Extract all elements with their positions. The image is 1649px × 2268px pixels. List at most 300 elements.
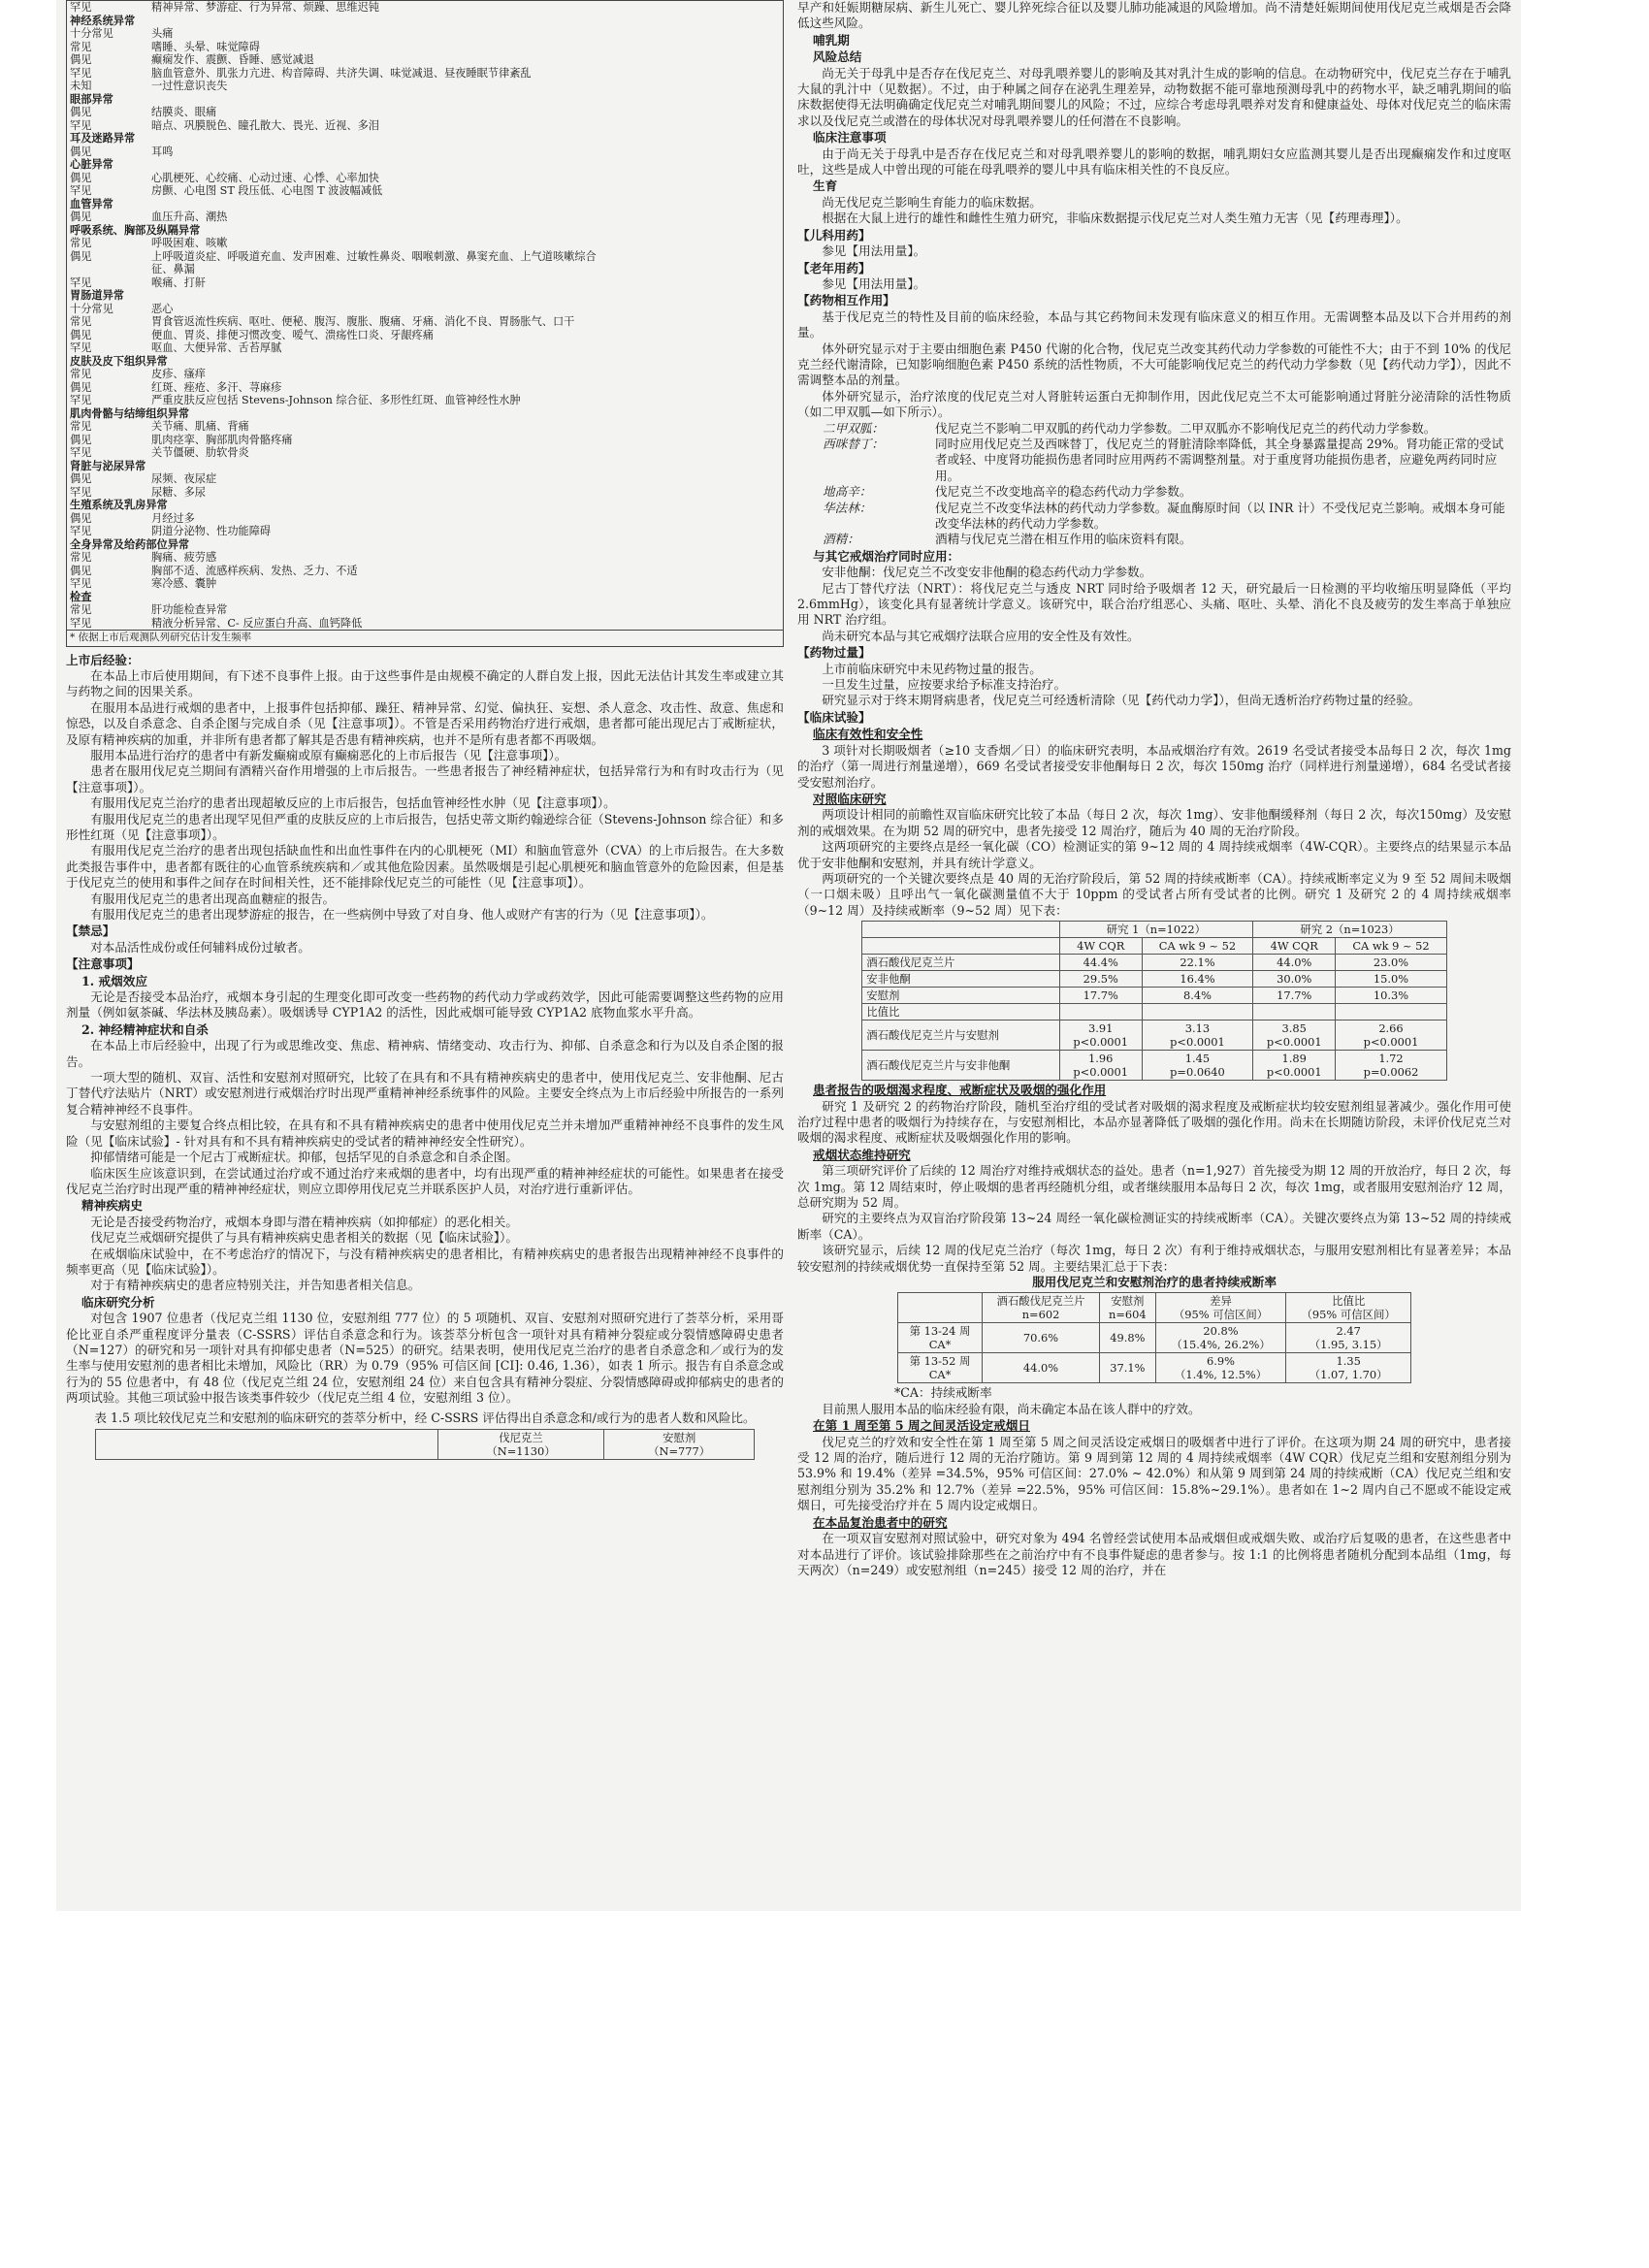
row-label: 酒石酸伐尼克兰片与安慰剂 (862, 1021, 1059, 1051)
drug-name: 酒精： (823, 532, 859, 547)
event-cell: 血压升高、潮热 (151, 211, 228, 223)
cell-text: 酒石酸伐尼克兰片 (996, 1294, 1085, 1309)
table-row (67, 41, 783, 54)
paragraph: 尚无关于母乳中是否存在伐尼克兰、对母乳喂养婴儿的影响及其对乳汁生成的影响的信息。在动物研究中，伐尼克兰存在于哺乳大鼠的乳汁中（见数据）。不过，由于种属之间存在泌乳生理差异，动物数据不能可靠地预测母乳中的药物水平，缺乏哺乳期间的临床数据使得无法明确确定伐尼克兰对哺乳期间婴儿的风险；不过，应综合考虑母乳喂养对发育和健康益处、母体对伐尼克兰的临床需求以及伐尼克兰或潜在的母体状况对母乳喂养婴儿的任何潜在不良影响。 (797, 65, 1511, 128)
drug-name: 二甲双胍： (823, 420, 884, 436)
cell-value: 3.91 (1088, 1021, 1114, 1036)
cell-text: CA* (928, 1338, 952, 1352)
table3-h3 (1155, 1293, 1286, 1323)
cell-text: n=604 (1109, 1308, 1147, 1322)
table-row (67, 617, 783, 631)
row-label: 酒石酸伐尼克兰片与安非他酮 (862, 1051, 1059, 1081)
paragraph: 在戒烟临床试验中，在不考虑治疗的情况下，与没有精神疾病史的患者相比，有精神疾病史的患者报告出现精神神经不良事件的频率更高（见【临床试验】）。 (66, 1246, 784, 1277)
table-row (67, 211, 783, 224)
event-cell: 肝功能检查异常 (151, 603, 228, 616)
left-column (66, 0, 784, 1903)
event-cell: 严重皮肤反应包括 Stevens-Johnson 综合征、多形性红斑、血管神经性水肿 (151, 394, 521, 406)
paragraph: 这两项研究的主要终点是经一氧化碳（CO）检测证实的第 9~12 周的 4 周持续戒烟率（4W-CQR）。主要终点的结果显示本品优于安非他酮和安慰剂，并具有统计学意义。 (797, 839, 1511, 870)
cell-value: 1.89 (1281, 1052, 1307, 1066)
event-cell: 征、鼻漏 (151, 263, 195, 275)
cell-text: 第 13-24 周 (909, 1324, 971, 1339)
table-row (898, 1323, 1411, 1353)
cell: 8.4% (1142, 988, 1252, 1004)
cell-value: 1.96 (1088, 1052, 1114, 1066)
table2-study2: 研究 2（n=1023） (1253, 922, 1447, 938)
table-row (67, 420, 783, 434)
interaction-list (797, 421, 1511, 548)
event-cell: 脑血管意外、肌张力亢进、构音障碍、共济失调、味觉减退、昼夜睡眠节律紊乱 (151, 66, 532, 80)
event-cell: 关节痛、肌痛、背痛 (151, 420, 249, 433)
paragraph: 有服用伐尼克兰治疗的患者出现超敏反应的上市后报告，包括血管神经性水肿（见【注意事项】）。 (90, 795, 616, 811)
cell-pvalue: p<0.0001 (1073, 1035, 1129, 1050)
event-cell: 肌肉痉挛、胸部肌肉骨骼疼痛 (151, 433, 293, 446)
paragraph: 体外研究显示，治疗浓度的伐尼克兰对人肾脏转运蛋白无抑制作用，因此伐尼克兰不太可能影响通过肾脏分泌清除的活性物质（如二甲双胍—如下所示）。 (797, 388, 1511, 420)
paragraph: 3 项针对长期吸烟者（≥10 支香烟／日）的临床研究表明，本品戒烟治疗有效。2619 名受试者接受本品每日 2 次，每次 1mg 的治疗（第一周进行剂量递增），669 名受试者接受安非他酮每日 2 次，每次 150mg 治疗（同样进行剂量递增），684 名受试者接受安慰剂治疗。 (797, 742, 1511, 790)
table-row (862, 1021, 1447, 1051)
table-row (67, 577, 783, 591)
event-cell: 喉痛、打鼾 (151, 275, 206, 289)
drug-name: 地高辛： (823, 484, 872, 500)
table-row (67, 565, 783, 578)
organ-system-heading: 耳及迷路异常 (70, 131, 136, 145)
cell (1286, 1323, 1411, 1353)
table1 (95, 1429, 756, 1460)
table-row (67, 303, 783, 316)
paragraph: 早产和妊娠期糖尿病、新生儿死亡、婴儿猝死综合征以及婴儿肺功能减退的风险增加。尚不清楚妊娠期间使用伐尼克兰戒烟是否会降低这些风险。 (797, 0, 1511, 31)
cell-text: （N=777） (648, 1444, 711, 1458)
table-row (67, 551, 783, 565)
cell-text: CA* (928, 1368, 952, 1382)
table-footnote: * 依据上市后观测队列研究估计发生频率 (67, 630, 783, 646)
table-row (67, 341, 783, 355)
paragraph: 体外研究显示对于主要由细胞色素 P450 代谢的化合物，伐尼克兰改变其药代动力学参数的可能性不大；由于不到 10% 的伐尼克兰经代谢清除，已知影响细胞色素 P450 系统的活性物质，不大可能影响伐尼克兰的药代动力学参数（见【药代动力学】），因此不需调整本品的剂量。 (797, 340, 1511, 388)
paragraph: 一项大型的随机、双盲、活性和安慰剂对照研究，比较了在具有和不具有精神疾病史的患者中，使用伐尼克兰、安非他酮、尼古丁替代疗法贴片（NRT）或安慰剂进行戒烟治疗时出现严重精神神经系统事件的风险。主要安全终点为上市后经验中所报告的一系列复合精神神经不良事件。 (66, 1070, 784, 1117)
interaction-item (797, 484, 1511, 500)
table-row (67, 472, 783, 486)
paragraph: 基于伐尼克兰的特性及目前的临床经验，本品与其它药物间未发现有临床意义的相互作用。无需调整本品及以下合并用药的剂量。 (797, 308, 1511, 340)
table-row (67, 146, 783, 159)
cell: 44.0% (1253, 955, 1336, 971)
adverse-event-table (66, 0, 784, 647)
subheading: 临床注意事项 (813, 130, 887, 146)
frequency-cell: 偶见 (70, 171, 92, 184)
subheading-risk: 风险总结 (813, 49, 862, 65)
paragraph: 临床医生应该意识到，在尝试通过治疗或不通过治疗来戒烟的患者中，均有出现严重的精神神经症状的可能性。如果患者在接受伐尼克兰治疗时出现严重的精神神经症状，则应立即停用伐尼克兰并联系医护人员，对治疗进行重新评估。 (66, 1165, 784, 1196)
drug-name: 华法林： (823, 500, 872, 515)
interaction-item (797, 437, 1511, 484)
table2-h-4w: 4W CQR (1059, 938, 1142, 955)
frequency-cell: 常见 (70, 237, 92, 249)
paragraph: 尚无伐尼克兰影响生育能力的临床数据。 (822, 194, 1042, 210)
event-cell: 房颤、心电图 ST 段压低、心电图 T 波波幅减低 (151, 184, 383, 197)
cell-text: 安慰剂 (663, 1431, 696, 1444)
table2-h-ca: CA wk 9 ~ 52 (1142, 938, 1252, 955)
event-cell: 胸痛、疲劳感 (151, 551, 217, 564)
subheading: 与其它戒烟治疗同时应用： (813, 548, 960, 564)
interaction-item (797, 532, 1511, 547)
event-cell: 癫痫发作、震颤、昏睡、感觉减退 (151, 53, 314, 66)
table1-caption: 表 1.5 项比较伐尼克兰和安慰剂的临床研究的荟萃分析中，经 C-SSRS 评估得出自杀意念和/或行为的患者人数和风险比。 (94, 1409, 756, 1425)
cell-pvalue: p<0.0001 (1363, 1035, 1419, 1050)
frequency-cell (70, 263, 151, 276)
frequency-cell: 罕见 (70, 446, 92, 459)
event-cell: 精液分析异常、C- 反应蛋白升高、血钙降低 (151, 616, 363, 630)
table3-empty (898, 1293, 983, 1323)
frequency-cell: 常见 (70, 420, 92, 433)
table-row (862, 1004, 1447, 1021)
subheading: 患者报告的吸烟渴求程度、戒断症状及吸烟的强化作用 (813, 1083, 1107, 1098)
event-cell: 呼吸困难、咳嗽 (151, 237, 228, 249)
frequency-cell: 偶见 (70, 564, 92, 577)
row-label: 酒石酸伐尼克兰片 (862, 955, 1059, 971)
event-cell: 恶心 (151, 302, 174, 315)
frequency-cell: 未知 (70, 80, 92, 92)
paragraph: 患者在服用伐尼克兰期间有酒精兴奋作用增强的上市后报告。一些患者报告了神经精神症状，包括异常行为和有时攻击行为（见【注意事项】）。 (66, 763, 784, 794)
cell-text: 安慰剂 (1111, 1294, 1145, 1309)
cell-text: 差异 (1210, 1294, 1232, 1309)
frequency-cell: 罕见 (70, 184, 92, 197)
table-row (67, 1, 783, 15)
event-cell: 便血、胃炎、排便习惯改变、嗳气、溃疡性口炎、牙龈疼痛 (151, 328, 434, 341)
paragraph: 该研究显示，后续 12 周的伐尼克兰治疗（每次 1mg，每日 2 次）有利于维持戒烟状态，与服用安慰剂相比有显著差异；本品较安慰剂的持续戒烟优势一直保持至第 52 周。主要结果汇总于下表： (797, 1243, 1511, 1274)
table-row (67, 603, 783, 617)
paragraph: 一旦发生过量，应按要求给予标准支持治疗。 (822, 677, 1067, 693)
cell: 29.5% (1059, 971, 1142, 988)
cell: 23.0% (1336, 955, 1446, 971)
cell (1253, 1051, 1336, 1081)
paragraph: 抑郁情绪可能是一个尼古丁戒断症状。抑郁，包括罕见的自杀意念和自杀企图。 (90, 1150, 518, 1165)
frequency-cell: 偶见 (70, 211, 92, 223)
right-text (797, 0, 1511, 1578)
cell (1059, 1004, 1142, 1021)
table-row (67, 106, 783, 119)
frequency-cell: 罕见 (70, 577, 92, 590)
paragraph: 两项设计相同的前瞻性双盲临床研究比较了本品（每日 2 次，每次 1mg）、安非他酮缓释剂（每日 2 次，每次150mg）及安慰剂的戒烟效果。在为期 52 周的研究中，患者先接受 12 周治疗，随后为 40 周的无治疗阶段。 (797, 807, 1511, 838)
interaction-text: 伐尼克兰不影响二甲双胍的药代动力学参数。二甲双胍亦不影响伐尼克兰的药代动力学参数。 (935, 420, 1437, 436)
cell (1142, 1004, 1252, 1021)
event-cell: 关节僵硬、肋软骨炎 (151, 446, 249, 459)
paragraph: 研究 1 及研究 2 的药物治疗阶段，随机至治疗组的受试者对吸烟的渴求程度及戒断症状均较安慰剂组显著减少。强化作用可使治疗过程中患者的吸烟行为持续存在，与安慰剂相比，本品亦显著降低了吸烟的强化作用。尚未在长期随访阶段，未评价伐尼克兰对吸烟的渴求程度、戒断症状及吸烟强化作用的影响。 (797, 1098, 1511, 1146)
paragraph: 目前黑人服用本品的临床经验有限，尚未确定本品在该人群中的疗效。 (822, 1401, 1201, 1416)
paragraph: 对包含 1907 位患者（伐尼克兰组 1130 位，安慰剂组 777 位）的 5 项随机、双盲、安慰剂对照研究进行了荟萃分析，采用哥伦比亚自杀严重程度评分量表（C-SSRS）评估自杀意念和行为。该荟萃分析包含一项针对具有精神分裂症或分裂情感障碍史患者（N=127）的研究和另一项针对具有抑郁史患者（N=525）的研究。结果表明，使用伐尼克兰治疗的患者自杀意念和／或行为的发生率与使用安慰剂的患者相比未增加，风险比（RR）为 0.79（95% 可信区间 [CI]: 0.46, 1.36），如表 1 所示。报告有自杀意念或行为的 55 位患者中，有 48 位（伐尼克兰组 24 位，安慰剂组 24 位）来自包含具有精神分裂症、分裂情感障碍或抑郁病史的患者的两项试验。其他三项试验中报告该类事件较少（伐尼克兰组 4 位，安慰剂组 3 位）。 (66, 1311, 784, 1406)
paragraph: 有服用伐尼克兰的患者出现梦游症的报告，在一些病例中导致了对自身、他人或财产有害的行为（见【注意事项】）。 (90, 907, 714, 922)
frequency-cell: 十分常见 (70, 302, 113, 315)
paragraph: 在服用本品进行戒烟的患者中，上报事件包括抑郁、躁狂、精神异常、幻觉、偏执狂、妄想、杀人意念、攻击性、敌意、焦虑和惊恐，以及自杀意念、自杀企图与完成自杀（见【注意事项】）。不管是否采用药物治疗进行戒烟，患者都可能出现尼古丁戒断症状，及原有精神疾病的加重，并非所有患者都了解其是否患有精神疾病，也并不是所有患者都不再吸烟。 (66, 699, 784, 747)
organ-system-heading: 心脏异常 (70, 157, 113, 171)
row-label: 比值比 (862, 1004, 1059, 1021)
cell-text: （15.4%, 26.2%） (1171, 1338, 1271, 1352)
cell: 16.4% (1142, 971, 1252, 988)
cell-pvalue: p<0.0001 (1266, 1035, 1322, 1050)
paragraph: 服用本品进行治疗的患者中有新发癫痫或原有癫痫恶化的上市后报告（见【注意事项】）。 (90, 747, 567, 762)
cell (1155, 1323, 1286, 1353)
paragraph: 与安慰剂组的主要复合终点相比较，在具有和不具有精神疾病史的患者中使用伐尼克兰并未增加严重精神神经不良事件的发生风险（见【临床试验】- 针对具有和不具有精神疾病史的受试者的精神神经安全性研究）。 (66, 1118, 784, 1149)
frequency-cell: 偶见 (70, 106, 92, 118)
organ-system-heading: 肾脏与泌尿异常 (70, 458, 146, 472)
table-row (67, 119, 783, 133)
paragraph: 有服用伐尼克兰的患者出现高血糖症的报告。 (90, 891, 336, 906)
table2-h-ca: CA wk 9 ~ 52 (1336, 938, 1446, 955)
event-cell: 胸部不适、流感样疾病、发热、乏力、不适 (151, 564, 358, 577)
table3 (897, 1292, 1411, 1383)
subheading: 1. 戒烟效应 (81, 973, 147, 988)
table1-empty (95, 1430, 437, 1460)
interaction-text: 伐尼克兰不改变地高辛的稳态药代动力学参数。 (935, 484, 1192, 500)
frequency-cell: 罕见 (70, 275, 92, 289)
cell-text: （1.4%, 12.5%） (1174, 1368, 1268, 1382)
subheading: 2. 神经精神症状和自杀 (81, 1021, 209, 1037)
organ-system-heading: 神经系统异常 (70, 13, 136, 27)
cell-text: n=602 (1021, 1308, 1060, 1322)
paragraph: 在一项双盲安慰剂对照试验中，研究对象为 494 名曾经尝试使用本品戒烟但或戒烟失败、或治疗后复吸的患者，在这些患者中对本品进行了评价。该试验排除那些在之前治疗中有不良事件疑虑的患者参与。按 1:1 的比例将患者随机分配到本品组（1mg，每天两次）（n=249）或安慰剂组（n=245）接受 12 周的治疗，并在 (797, 1531, 1511, 1577)
cell (1142, 1051, 1252, 1081)
table-row (67, 172, 783, 185)
interaction-item (797, 421, 1511, 437)
left-text (66, 653, 784, 1461)
heading-contraindications: 【禁忌】 (66, 923, 115, 939)
cell: 15.0% (1336, 971, 1446, 988)
cell (1286, 1353, 1411, 1383)
table-row (67, 486, 783, 500)
cell: 22.1% (1142, 955, 1252, 971)
heading-geriatric: 【老年用药】 (797, 260, 871, 275)
frequency-cell: 罕见 (70, 394, 92, 406)
organ-system-heading: 眼部异常 (70, 91, 113, 106)
paragraph: 无论是否接受本品治疗，戒烟本身引起的生理变化即可改变一些药物的药代动力学或药效学，因此可能需要调整这些药物的应用剂量（例如氨茶碱、华法林及胰岛素）。吸烟诱导 CYP1A2 的活性，因此戒烟可能导致 CYP1A2 底物血浆水平升高。 (66, 989, 784, 1021)
cell: 10.3% (1336, 988, 1446, 1004)
subheading: 在第 1 周至第 5 周之间灵活设定戒烟日 (813, 1418, 1030, 1434)
cell-text: 6.9% (1207, 1354, 1235, 1369)
cell-pvalue: p=0.0640 (1170, 1065, 1225, 1080)
event-cell: 嗜睡、头晕、味觉障碍 (151, 40, 260, 53)
frequency-cell: 偶见 (70, 145, 92, 158)
cell (1142, 1021, 1252, 1051)
table3-h4 (1286, 1293, 1411, 1323)
event-cell: 胃食管返流性疾病、呕吐、便秘、腹泻、腹胀、腹痛、牙痛、消化不良、胃肠胀气、口干 (151, 315, 575, 328)
table3-h2 (1100, 1293, 1156, 1323)
paragraph: 有服用伐尼克兰的患者出现罕见但严重的皮肤反应的上市后报告，包括史蒂文斯约翰逊综合征（Stevens-Johnson 综合征）和多形性红斑（见【注意事项】）。 (66, 811, 784, 842)
table-row (67, 394, 783, 407)
subheading-lactation: 哺乳期 (813, 32, 850, 48)
table-row (67, 276, 783, 290)
table-row (862, 955, 1447, 971)
subheading: 临床研究分析 (81, 1294, 155, 1310)
cell: 44.4% (1059, 955, 1142, 971)
subheading: 在本品复治患者中的研究 (813, 1514, 948, 1530)
cell: 70.6% (982, 1323, 1099, 1353)
frequency-cell: 偶见 (70, 433, 92, 446)
table-row (67, 434, 783, 447)
table-row (67, 53, 783, 67)
table-row (67, 80, 783, 93)
paragraph: 根据在大鼠上进行的雄性和雌性生殖力研究，非临床数据提示伐尼克兰对人类生殖力无害（见【药理毒理】）。 (822, 211, 1408, 226)
row-label: 安慰剂 (862, 988, 1059, 1004)
organ-system-heading: 呼吸系统、胸部及纵隔异常 (70, 222, 201, 237)
table-row (862, 1051, 1447, 1081)
frequency-cell: 十分常见 (70, 27, 113, 40)
event-cell: 头痛 (151, 27, 174, 40)
table-row (67, 263, 783, 276)
frequency-cell: 常见 (70, 40, 92, 53)
cell (1336, 1004, 1446, 1021)
table2-empty (862, 922, 1059, 938)
event-cell: 心肌梗死、心绞痛、心动过速、心悸、心率加快 (151, 171, 379, 184)
frequency-cell: 常见 (70, 368, 92, 380)
cell-pvalue: p<0.0001 (1266, 1065, 1322, 1080)
cell (1253, 1021, 1336, 1051)
event-cell: 耳鸣 (151, 145, 174, 158)
interaction-item (797, 501, 1511, 533)
cell-value: 2.66 (1378, 1021, 1404, 1036)
frequency-cell: 偶见 (70, 380, 92, 394)
cell (1253, 1004, 1336, 1021)
event-cell: 皮疹、瘙痒 (151, 368, 206, 380)
frequency-cell: 罕见 (70, 66, 92, 80)
subheading: 精神疾病史 (81, 1198, 143, 1214)
table-row (67, 446, 783, 460)
table-row (67, 250, 783, 264)
cell-text: 第 13-52 周 (909, 1354, 971, 1369)
cell: 44.0% (982, 1353, 1099, 1383)
cell-pvalue: p<0.0001 (1073, 1065, 1129, 1080)
frequency-cell: 罕见 (70, 1, 92, 14)
event-cell: 上呼吸道炎症、呼吸道充血、发声困难、过敏性鼻炎、咽喉刺激、鼻窦充血、上气道咳嗽综合 (151, 249, 597, 263)
cell (1336, 1051, 1446, 1081)
event-cell: 阴道分泌物、性功能障碍 (151, 525, 272, 537)
frequency-cell: 偶见 (70, 472, 92, 485)
cell (1155, 1353, 1286, 1383)
cell: 30.0% (1253, 971, 1336, 988)
cell-pvalue: p<0.0001 (1170, 1035, 1225, 1050)
event-cell: 月经过多 (151, 511, 195, 525)
cell-text: （1.07, 1.70） (1309, 1368, 1388, 1382)
paragraph: 第三项研究评价了后续的 12 周治疗对维持戒烟状态的益处。患者（n=1,927）首先接受为期 12 周的开放治疗，每日 2 次，每次 1mg。第 12 周结束时，停止吸烟的患者再经随机分组，或者继续服用本品每日 2 次，每次 1mg，或者服用安慰剂治疗 12 周，总研究期为 52 周。 (797, 1163, 1511, 1210)
heading-interactions: 【药物相互作用】 (797, 293, 895, 308)
paragraph: 参见【用法用量】。 (822, 243, 926, 259)
cell-pvalue: p=0.0062 (1363, 1065, 1419, 1080)
cell-text: 比值比 (1332, 1294, 1366, 1309)
table-row (67, 512, 783, 526)
table-row (67, 525, 783, 538)
cell (1059, 1051, 1142, 1081)
paragraph: 对于有精神疾病史的患者应特别关注，并告知患者相关信息。 (90, 1278, 421, 1293)
table-row (862, 971, 1447, 988)
table3-caption: 服用伐尼克兰和安慰剂治疗的患者持续戒断率 (1032, 1275, 1277, 1290)
table2 (861, 921, 1447, 1081)
heading-overdose: 【药物过量】 (797, 645, 871, 661)
event-cell: 呕血、大便异常、舌苔厚腻 (151, 341, 282, 354)
cell-text: （95% 可信区间） (1173, 1308, 1269, 1322)
organ-system-heading: 肌肉骨骼与结缔组织异常 (70, 405, 190, 420)
paragraph: 在本品上市后使用期间，有下述不良事件上报。由于这些事件是由规模不确定的人群自发上报，因此无法估计其发生率或建立其与药物之间的因果关系。 (66, 667, 784, 699)
cell-text: 伐尼克兰 (499, 1431, 543, 1444)
table2-h-4w: 4W CQR (1253, 938, 1336, 955)
cell: 17.7% (1253, 988, 1336, 1004)
drug-name: 西咪替丁： (823, 436, 884, 451)
subheading: 对照临床研究 (813, 791, 887, 806)
table-row (67, 237, 783, 250)
subheading: 戒烟状态维持研究 (813, 1147, 911, 1162)
paragraph: 无论是否接受药物治疗，戒烟本身即与潜在精神疾病（如抑郁症）的恶化相关。 (90, 1214, 518, 1229)
paragraph: 安非他酮：伐尼克兰不改变安非他酮的稳态药代动力学参数。 (822, 565, 1152, 580)
organ-system-heading: 检查 (70, 589, 92, 603)
event-cell: 尿糖、多尿 (151, 485, 206, 499)
frequency-cell: 偶见 (70, 511, 92, 525)
frequency-cell: 罕见 (70, 341, 92, 354)
paragraph: 上市前临床研究中未见药物过量的报告。 (822, 661, 1042, 676)
table-row (862, 988, 1447, 1004)
paragraph: 有服用伐尼克兰治疗的患者出现包括缺血性和出血性事件在内的心肌梗死（MI）和脑血管意外（CVA）的上市后报告。在大多数此类报告事件中，患者都有既往的心血管系统疾病和／或其他危险因素。虽然吸烟是引起心肌梗死和脑血管意外的危险因素，但是基于伐尼克兰的使用和事件之间存在时间相关性，还不能排除伐尼克兰的可能性（见【注意事项】）。 (66, 843, 784, 891)
table3-h1 (982, 1293, 1099, 1323)
table-row (67, 67, 783, 81)
cell-text: 2.47 (1336, 1324, 1361, 1339)
row-label: 安非他酮 (862, 971, 1059, 988)
table2-study1: 研究 1（n=1022） (1059, 922, 1253, 938)
row-label (898, 1353, 983, 1383)
event-cell: 一过性意识丧失 (151, 80, 228, 92)
cell-text: （N=1130） (486, 1444, 556, 1458)
organ-system-heading: 血管异常 (70, 196, 113, 211)
table1-col-varenicline (438, 1430, 604, 1460)
table-row (898, 1353, 1411, 1383)
event-cell: 寒冷感、囊肿 (151, 577, 217, 590)
organ-system-heading: 生殖系统及乳房异常 (70, 498, 168, 511)
cell-text: （1.95, 3.15） (1309, 1338, 1388, 1352)
table-row (67, 184, 783, 198)
cell-value: 1.45 (1184, 1052, 1211, 1066)
organ-system-heading: 皮肤及皮下组织异常 (70, 353, 168, 368)
interaction-text: 酒精与伐尼克兰潜在相互作用的临床资料有限。 (935, 532, 1192, 547)
row-label (898, 1323, 983, 1353)
paragraph: 尼古丁替代疗法（NRT）：将伐尼克兰与透皮 NRT 同时给予吸烟者 12 天，研究最后一日检测的平均收缩压明显降低（平均 2.6mmHg），该变化具有显著统计学意义。该研究中，联合治疗组恶心、头痛、呕吐、头晕、消化不良及疲劳的发生率高于单独应用 NRT 治疗组。 (797, 580, 1511, 628)
paragraph: 参见【用法用量】。 (822, 275, 926, 291)
cell-text: 1.35 (1336, 1354, 1361, 1369)
right-column (797, 0, 1511, 1903)
heading-clinical-trials: 【临床试验】 (797, 709, 871, 725)
cell: 37.1% (1100, 1353, 1156, 1383)
event-cell: 红斑、痤疮、多汗、荨麻疹 (151, 380, 282, 394)
heading-pediatric: 【儿科用药】 (797, 227, 871, 243)
table2-empty (862, 938, 1059, 955)
frequency-cell: 罕见 (70, 485, 92, 499)
paragraph: 尚未研究本品与其它戒烟疗法联合应用的安全性及有效性。 (822, 628, 1140, 643)
paragraph: 研究显示对于终末期肾病患者，伐尼克兰可经透析清除（见【药代动力学】），但尚无透析治疗药物过量的经验。 (822, 693, 1421, 708)
frequency-cell: 偶见 (70, 249, 92, 263)
event-cell: 结膜炎、眼痛 (151, 106, 217, 118)
frequency-cell: 罕见 (70, 616, 92, 630)
heading-postmarketing: 上市后经验： (66, 652, 140, 667)
table-row (67, 381, 783, 395)
frequency-cell: 常见 (70, 551, 92, 564)
table3-footnote: *CA：持续戒断率 (894, 1385, 992, 1401)
cell (1336, 1021, 1446, 1051)
table-row (67, 368, 783, 381)
event-cell: 精神异常、梦游症、行为异常、烦躁、思维迟钝 (151, 1, 379, 14)
frequency-cell: 偶见 (70, 53, 92, 66)
paragraph: 两项研究的一个关键次要终点是 40 周的无治疗阶段后，第 52 周的持续戒断率（CA）。持续戒断率定义为 9 至 52 周间未吸烟（一口烟未吸）且呼出气一氧化碳测量值不大于 10ppm 的受试者占所有受试者的比例。研究 1 及研究 2 的 4 周持续戒烟率（9~12 周）及持续戒断率（9~52 周）见下表： (797, 870, 1511, 918)
frequency-cell: 常见 (70, 603, 92, 616)
frequency-cell: 常见 (70, 315, 92, 328)
heading-precautions: 【注意事项】 (66, 956, 140, 972)
table-row (67, 315, 783, 329)
organ-system-heading: 全身异常及给药部位异常 (70, 536, 190, 551)
table-row (67, 329, 783, 342)
paragraph: 研究的主要终点为双盲治疗阶段第 13~24 周经一氧化碳检测证实的持续戒断率（CA）。关键次要终点为第 13~52 周的持续戒断率（CA）。 (797, 1211, 1511, 1242)
paragraph: 对本品活性成份或任何辅料成份过敏者。 (90, 939, 310, 955)
cell-value: 1.72 (1378, 1052, 1404, 1066)
frequency-cell: 罕见 (70, 118, 92, 132)
cell: 49.8% (1100, 1323, 1156, 1353)
